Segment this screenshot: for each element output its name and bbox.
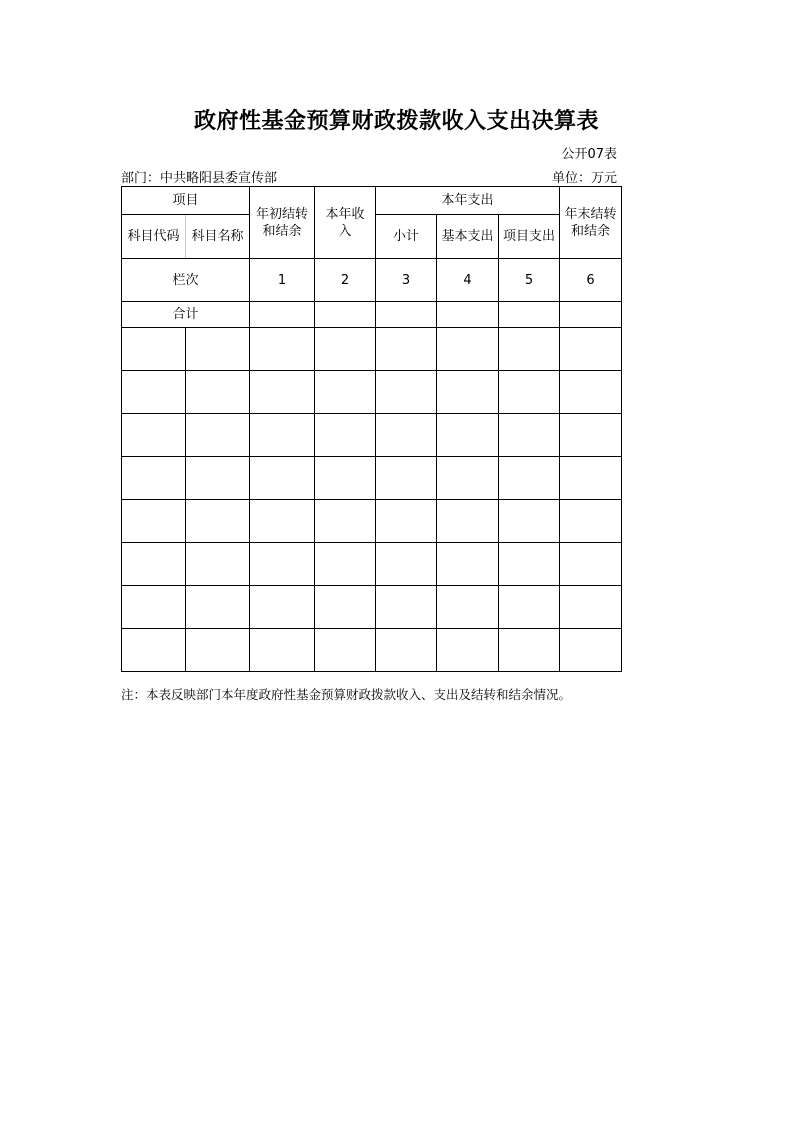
page-title: 政府性基金预算财政拨款收入支出决算表 — [193, 109, 599, 134]
table-cell — [250, 414, 315, 457]
form-number: 公开07表 — [561, 147, 617, 162]
table-cell — [437, 500, 499, 543]
table-cell — [437, 414, 499, 457]
table-cell — [250, 457, 315, 500]
table-cell — [122, 586, 186, 629]
table-cell — [437, 457, 499, 500]
table-cell — [122, 500, 186, 543]
total-row — [122, 302, 622, 328]
table-cell — [250, 371, 315, 414]
table-cell — [315, 500, 376, 543]
header-closing-balance: 年末结转和结余 — [560, 187, 622, 259]
header-subject-name: 科目名称 — [186, 215, 250, 259]
table-cell — [186, 457, 250, 500]
table-cell — [315, 328, 376, 371]
table-row — [122, 414, 622, 457]
table-cell — [499, 371, 560, 414]
header-current-expense: 本年支出 — [376, 187, 560, 215]
department-label: 部门：中共略阳县委宣传部 — [121, 171, 278, 186]
table-cell — [437, 629, 499, 672]
header-item: 项目 — [122, 187, 250, 215]
table-cell — [560, 302, 622, 328]
total-label: 合计 — [122, 302, 250, 328]
table-cell — [376, 500, 437, 543]
column-number: 2 — [315, 259, 376, 302]
table-cell — [186, 586, 250, 629]
table-cell — [560, 328, 622, 371]
table-cell — [122, 457, 186, 500]
table-row — [122, 586, 622, 629]
table-cell — [560, 371, 622, 414]
table-row — [122, 328, 622, 371]
table-cell — [437, 328, 499, 371]
column-number: 4 — [437, 259, 499, 302]
table-cell — [186, 328, 250, 371]
table-cell — [437, 371, 499, 414]
table-cell — [499, 629, 560, 672]
table-cell — [315, 371, 376, 414]
table-cell — [499, 457, 560, 500]
table-row — [122, 500, 622, 543]
header-project-expense: 项目支出 — [499, 215, 560, 259]
table-cell — [437, 586, 499, 629]
table-cell — [499, 414, 560, 457]
footnote: 注：本表反映部门本年度政府性基金预算财政拨款收入、支出及结转和结余情况。 — [121, 687, 572, 702]
table-cell — [376, 543, 437, 586]
table-cell — [122, 371, 186, 414]
table-cell — [315, 586, 376, 629]
table-cell — [186, 371, 250, 414]
unit-label: 单位：万元 — [551, 171, 617, 186]
table-cell — [437, 543, 499, 586]
table-cell — [560, 543, 622, 586]
header-subtotal: 小计 — [376, 215, 437, 259]
table-cell — [560, 414, 622, 457]
table-cell — [499, 302, 560, 328]
table-cell — [186, 500, 250, 543]
table-cell — [376, 457, 437, 500]
table-cell — [186, 629, 250, 672]
table-cell — [315, 543, 376, 586]
table-cell — [376, 371, 437, 414]
table-cell — [560, 586, 622, 629]
table-cell — [315, 414, 376, 457]
table-cell — [499, 543, 560, 586]
table-cell — [122, 328, 186, 371]
table-row — [122, 543, 622, 586]
table-row — [122, 457, 622, 500]
table-cell — [250, 629, 315, 672]
header-subject-code: 科目代码 — [122, 215, 186, 259]
budget-table — [121, 186, 622, 672]
table-cell — [122, 414, 186, 457]
table-cell — [376, 302, 437, 328]
table-cell — [560, 457, 622, 500]
header-current-income: 本年收入 — [315, 187, 376, 259]
table-cell — [250, 586, 315, 629]
table-cell — [499, 328, 560, 371]
column-number-label: 栏次 — [122, 259, 250, 302]
table-cell — [560, 500, 622, 543]
column-number: 6 — [560, 259, 622, 302]
table-cell — [376, 629, 437, 672]
table-cell — [315, 302, 376, 328]
header-basic-expense: 基本支出 — [437, 215, 499, 259]
column-number-row — [122, 259, 622, 302]
table-row — [122, 629, 622, 672]
table-cell — [250, 543, 315, 586]
table-cell — [376, 414, 437, 457]
table-cell — [186, 543, 250, 586]
table-cell — [250, 302, 315, 328]
table-cell — [122, 543, 186, 586]
table-cell — [499, 500, 560, 543]
table-cell — [376, 328, 437, 371]
table-cell — [186, 414, 250, 457]
table-cell — [315, 629, 376, 672]
table-cell — [560, 629, 622, 672]
table-cell — [376, 586, 437, 629]
table-cell — [122, 629, 186, 672]
column-number: 5 — [499, 259, 560, 302]
table-cell — [315, 457, 376, 500]
table-cell — [437, 302, 499, 328]
column-number: 1 — [250, 259, 315, 302]
header-opening-balance: 年初结转和结余 — [250, 187, 315, 259]
table-cell — [499, 586, 560, 629]
table-cell — [250, 328, 315, 371]
table-row — [122, 371, 622, 414]
table-cell — [250, 500, 315, 543]
column-number: 3 — [376, 259, 437, 302]
